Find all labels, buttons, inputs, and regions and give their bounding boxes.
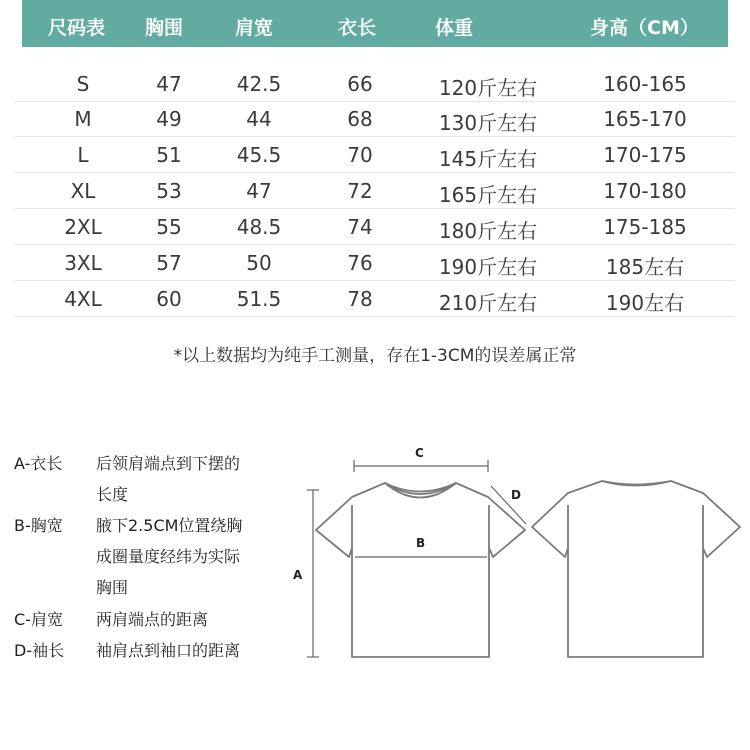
cell-height: 160-165 [603,72,687,96]
cell-weight: 190斤左右 [438,255,538,279]
cell-height: 190左右 [605,291,685,315]
diagram-label-c: C [415,446,424,460]
cell-chest: 57 [156,251,182,275]
legend-desc-a-line2: 长度 [96,485,129,504]
header-height: 身高（CM） [590,17,699,39]
cell-weight: 180斤左右 [438,219,538,243]
header-length: 衣长 [338,17,377,39]
header-chest: 胸围 [145,17,184,39]
cell-size: 3XL [64,251,102,275]
legend-desc-d-line1: 袖肩点到袖口的距离 [96,641,241,660]
cell-chest: 51 [156,143,182,167]
cell-chest: 55 [156,215,182,239]
diagram-label-a: A [293,568,303,582]
cell-chest: 47 [156,72,182,96]
legend-desc-c-line1: 两肩端点的距离 [96,610,209,629]
cell-length: 78 [347,287,373,311]
legend-label-c: C-肩宽 [14,610,63,629]
cell-size: M [74,107,92,131]
back-shirt-outline [532,481,740,657]
legend-desc-b-line3: 胸围 [96,578,129,597]
cell-weight: 145斤左右 [438,147,538,171]
diagram-label-d: D [511,488,521,502]
cell-height: 165-170 [603,107,687,131]
cell-height: 170-180 [603,179,687,203]
cell-shoulder: 48.5 [236,215,282,239]
cell-size: 4XL [64,287,102,311]
header-weight: 体重 [435,17,474,39]
legend-label-b: B-胸宽 [14,516,63,535]
cell-weight: 120斤左右 [438,76,538,100]
cell-height: 175-185 [603,215,687,239]
cell-shoulder: 44 [246,107,272,131]
cell-length: 70 [347,143,373,167]
cell-shoulder: 45.5 [236,143,282,167]
header-shoulder: 肩宽 [235,17,274,39]
cell-shoulder: 47 [246,179,272,203]
legend-desc-b-line2: 成圈量度经纬为实际 [96,547,241,566]
cell-length: 76 [347,251,373,275]
cell-height: 170-175 [603,143,687,167]
cell-shoulder: 50 [246,251,272,275]
cell-chest: 60 [156,287,182,311]
cell-size: 2XL [64,215,102,239]
cell-shoulder: 51.5 [236,287,282,311]
cell-chest: 49 [156,107,182,131]
cell-length: 66 [347,72,373,96]
legend-desc-b-line1: 腋下2.5CM位置绕胸 [96,516,243,535]
measurement-note: *以上数据均为纯手工测量，存在1-3CM的误差属正常 [173,346,577,366]
cell-length: 68 [347,107,373,131]
cell-length: 74 [347,215,373,239]
cell-weight: 210斤左右 [438,291,538,315]
cell-height: 185左右 [605,255,685,279]
legend-label-a: A-衣长 [14,454,63,473]
measurement-lines [307,460,526,657]
cell-chest: 53 [156,179,182,203]
header-size-chart: 尺码表 [48,17,106,39]
cell-weight: 130斤左右 [438,111,538,135]
legend-label-d: D-袖长 [14,641,65,660]
cell-size: S [76,72,90,96]
cell-shoulder: 42.5 [236,72,282,96]
cell-weight: 165斤左右 [438,183,538,207]
diagram-label-b: B [416,536,426,550]
cell-size: L [77,143,89,167]
legend-desc-a-line1: 后领肩端点到下摆的 [96,454,241,473]
cell-length: 72 [347,179,373,203]
cell-size: XL [70,179,96,203]
front-shirt-outline [316,483,525,657]
